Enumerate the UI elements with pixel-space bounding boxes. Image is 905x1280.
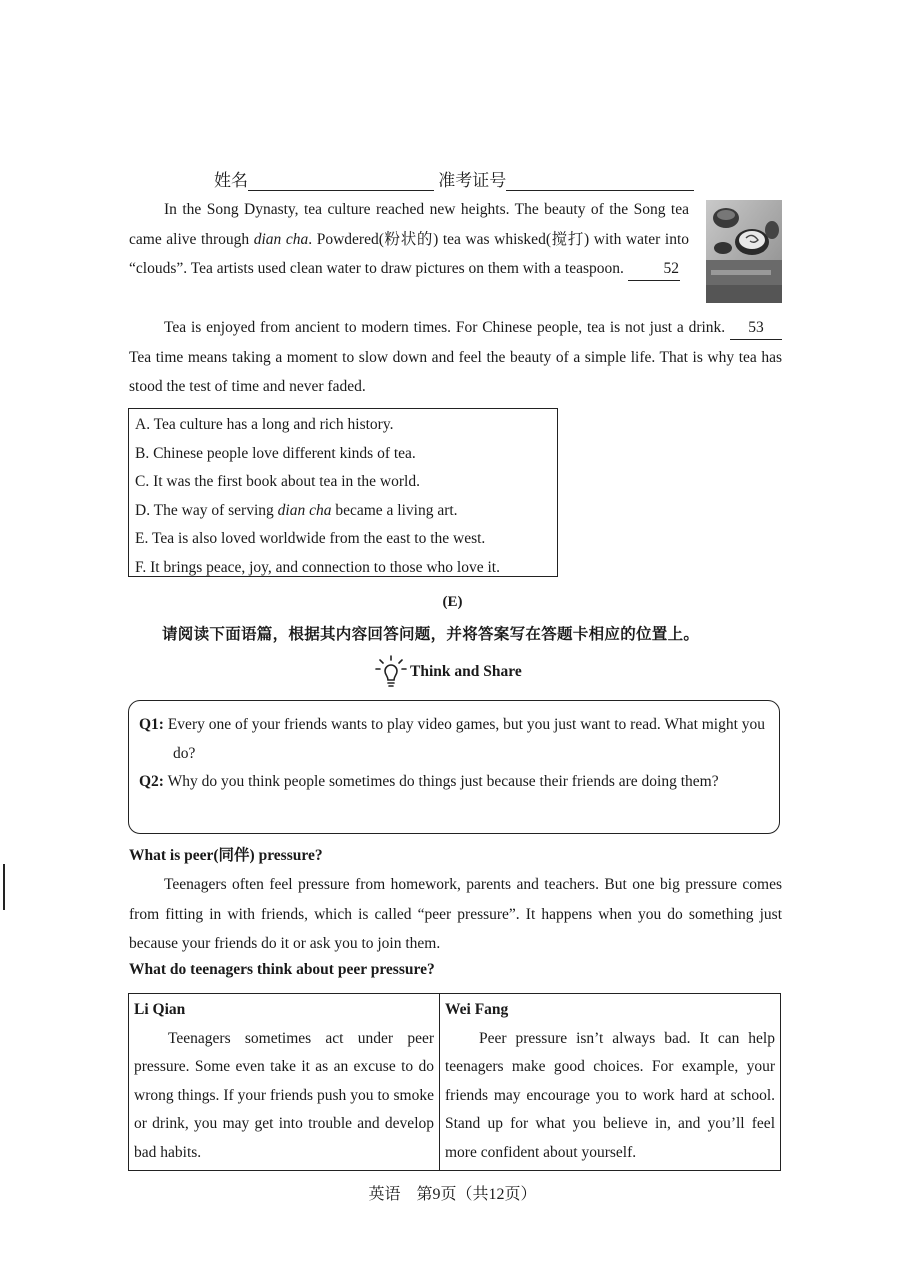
- peer-pressure-paragraph: Teenagers often feel pressure from homework, parents and teachers. But one big pressure comes from fitting in with friends, which is called “peer pressure”. It happens when you do something just because your friends do it or ask you to join them.: [129, 876, 782, 952]
- opinions-table: [128, 993, 781, 1171]
- question-1: [139, 711, 769, 768]
- name-label: 姓名: [214, 171, 248, 190]
- peer-pressure-heading: What is peer(同伴) pressure?: [129, 847, 323, 864]
- margin-mark: [3, 864, 5, 910]
- italic-term: dian cha: [253, 230, 309, 248]
- li-qian-name: Li Qian: [134, 1001, 186, 1018]
- option-text: became a living art.: [331, 501, 458, 519]
- opinions-heading: What do teenagers think about peer pressure?: [129, 961, 435, 978]
- lightbulb-icon: [375, 655, 407, 689]
- exam-id-label: 准考证号: [438, 171, 507, 190]
- think-share-heading: [375, 655, 522, 689]
- question-1-text: Every one of your friends wants to play video games, but you just want to read. What might you do?: [167, 716, 766, 762]
- paragraph-text: . Powdered(粉状的) tea was whisked(搅打) with water into “clouds”. Tea artists used clean water to draw pictures on them with a teaspoon.: [129, 230, 690, 277]
- candidate-info-line: [214, 166, 694, 191]
- section-title: (E): [442, 594, 463, 610]
- wei-fang-cell: [440, 994, 781, 1171]
- li-qian-text: Teenagers sometimes act under peer pressure. Some even take it as an excuse to do wrong things. If your friends push you to smoke or drink, you may get into trouble and develop bad habits.: [134, 1029, 434, 1161]
- option-d: [135, 497, 557, 526]
- page-footer: 英语 第9页（共12页）: [368, 1186, 537, 1203]
- paragraph-text: Tea is enjoyed from ancient to modern times. For Chinese people, tea is not just a drink.: [164, 319, 730, 336]
- option-e: E. Tea is also loved worldwide from the east to the west.: [135, 530, 486, 548]
- blank-53: 53: [730, 317, 782, 340]
- paragraph-text: Tea time means taking a moment to slow down and feel the beauty of a simple life. That is why tea has stood the test of time and never faded.: [129, 348, 782, 395]
- question-1-label: Q1:: [139, 716, 164, 733]
- question-2-text: Why do you think people sometimes do things just because their friends are doing them?: [167, 773, 719, 790]
- question-2-label: Q2:: [139, 773, 164, 790]
- option-text: D. The way of serving: [135, 501, 278, 519]
- question-2: [139, 768, 769, 797]
- paragraph-text: In the Song Dynasty, tea culture reached new heights. The beauty of the Song tea came alive through: [129, 201, 689, 248]
- wei-fang-name: Wei Fang: [445, 1001, 509, 1018]
- italic-term: dian cha: [277, 501, 332, 519]
- think-share-title: Think and Share: [410, 663, 522, 680]
- tea-photo-image: [706, 200, 782, 303]
- passage-paragraph-2: [129, 313, 782, 402]
- wei-fang-text: Peer pressure isn’t always bad. It can help teenagers make good choices. For example, your friends may encourage you to work hard at school. Stand up for what you believe in, and you’ll feel more confident about yourself.: [445, 1029, 775, 1161]
- section-instruction: 请阅读下面语篇，根据其内容回答问题，并将答案写在答题卡相应的位置上。: [162, 625, 700, 643]
- options-box: [128, 408, 558, 577]
- li-qian-cell: [129, 994, 440, 1171]
- exam-id-underline: [506, 172, 694, 191]
- option-b: B. Chinese people love different kinds of tea.: [135, 444, 416, 462]
- option-c: C. It was the first book about tea in the world.: [135, 473, 420, 491]
- table-row: [129, 994, 781, 1171]
- passage-paragraph-1: [129, 195, 689, 284]
- option-a: A. Tea culture has a long and rich history.: [135, 416, 394, 433]
- name-underline: [248, 172, 434, 191]
- blank-52: 52: [628, 258, 680, 281]
- option-f: F. It brings peace, joy, and connection to those who love it.: [135, 558, 500, 576]
- questions-box: [128, 700, 780, 834]
